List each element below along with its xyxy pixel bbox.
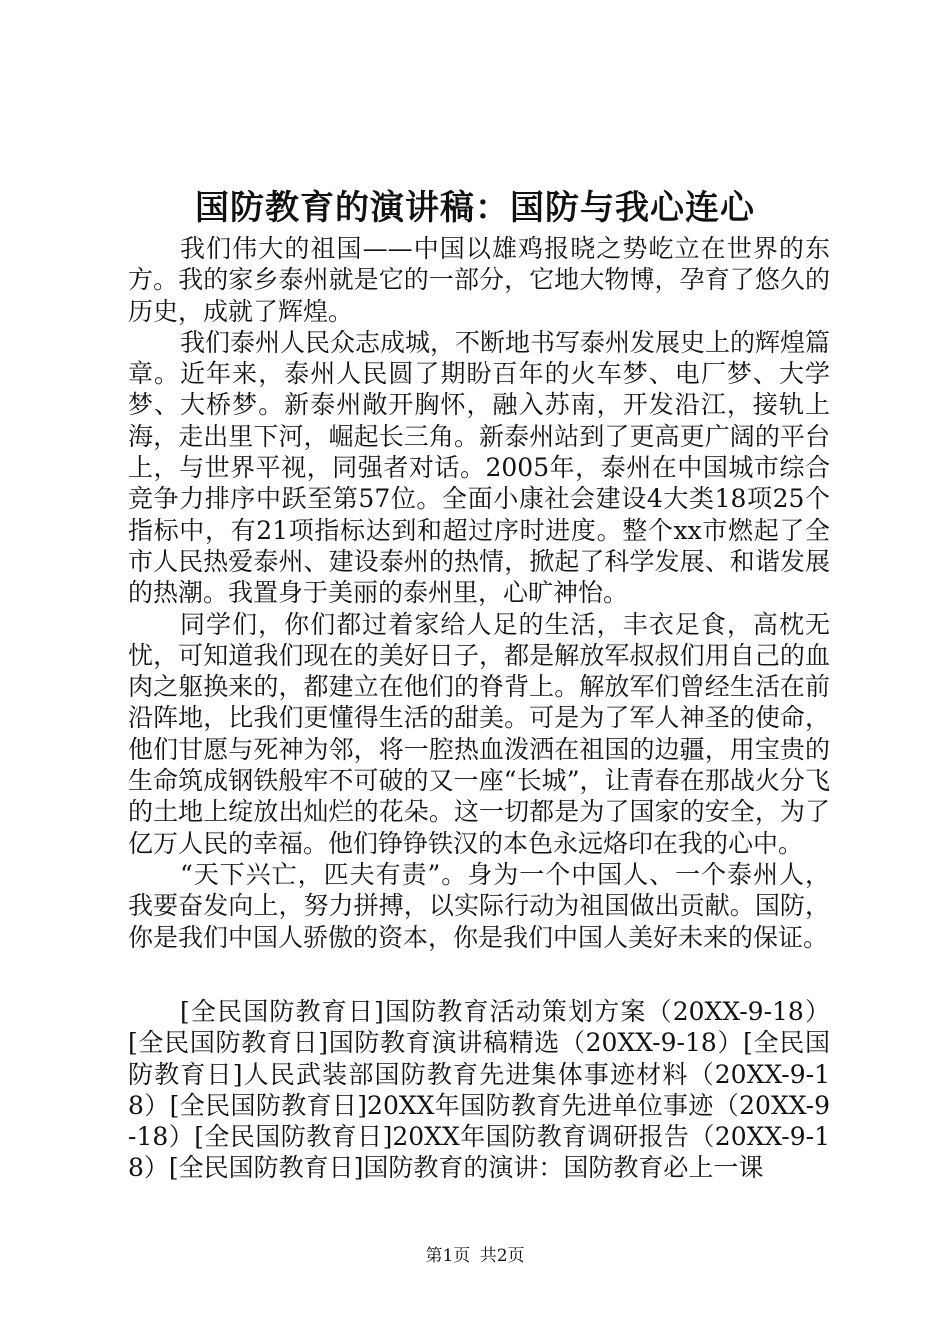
paragraph: 我们泰州人民众志成城，不断地书写泰州发展史上的辉煌篇章。近年来，泰州人民圆了期盼百年的火车梦、电厂梦、大学梦、大桥梦。新泰州敞开胸怀，融入苏南，开发沿江，接轨上海，走出里下河，崛起长三角。新泰州站到了更高更广阔的平台上，与世界平视，同强者对话。2005年，泰州在中国城市综合竞争力排序中跃至第57位。全面小康社会建设4大类18项25个指标中，有21项指标达到和超过序时进度。整个xx市燃起了全市人民热爱泰州、建设泰州的热情，掀起了科学发展、和谐发展的热潮。我置身于美丽的泰州里，心旷神怡。	[128, 327, 831, 608]
article-body	[128, 233, 830, 953]
page-total: 共2页	[479, 1246, 525, 1266]
page-number: 第1页	[425, 1246, 471, 1266]
related-link[interactable]: [全民国防教育日]国防教育演讲稿精选（20XX-9-18）	[128, 1028, 744, 1058]
related-link[interactable]: [全民国防教育日]20XX年国防教育调研报告（20XX-9-18）	[128, 1122, 831, 1183]
document-title: 国防教育的演讲稿：国防与我心连心	[195, 188, 755, 228]
related-link[interactable]: [全民国防教育日]国防教育活动策划方案（20XX-9-18）	[180, 997, 830, 1026]
paragraph: 同学们，你们都过着家给人足的生活，丰衣足食，高枕无忧，可知道我们现在的美好日子，都是解放军叔叔们用自己的血肉之躯换来的，都建立在他们的脊背上。解放军们曾经生活在前沿阵地，比我们更懂得生活的甜美。可是为了军人神圣的使命，他们甘愿与死神为邻，将一腔热血泼洒在祖国的边疆，用宝贵的生命筑成钢铁般牢不可破的又一座“长城”，让青春在那战火分飞的土地上绽放出灿烂的花朵。这一切都是为了国家的安全，为了亿万人民的幸福。他们铮铮铁汉的本色永远烙印在我的心中。	[128, 609, 830, 858]
related-link[interactable]: [全民国防教育日]国防教育的演讲：国防教育必上一课	[168, 1153, 764, 1183]
related-articles	[128, 996, 830, 1184]
paragraph: 我们伟大的祖国——中国以雄鸡报晓之势屹立在世界的东方。我的家乡泰州就是它的一部分，它地大物博，孕育了悠久的历史，成就了辉煌。	[128, 234, 830, 326]
paragraph: “天下兴亡，匹夫有责”。身为一个中国人、一个泰州人，我要奋发向上，努力拼搏，以实际行动为祖国做出贡献。国防，你是我们中国人骄傲的资本，你是我们中国人美好未来的保证。	[128, 859, 830, 952]
page-footer	[0, 1244, 950, 1268]
related-link[interactable]: [全民国防教育日]人民武装部国防教育先进集体事迹材料（20XX-9-18）	[128, 1028, 830, 1120]
related-link[interactable]: [全民国防教育日]20XX年国防教育先进单位事迹（20XX-9-18）	[128, 1090, 831, 1152]
